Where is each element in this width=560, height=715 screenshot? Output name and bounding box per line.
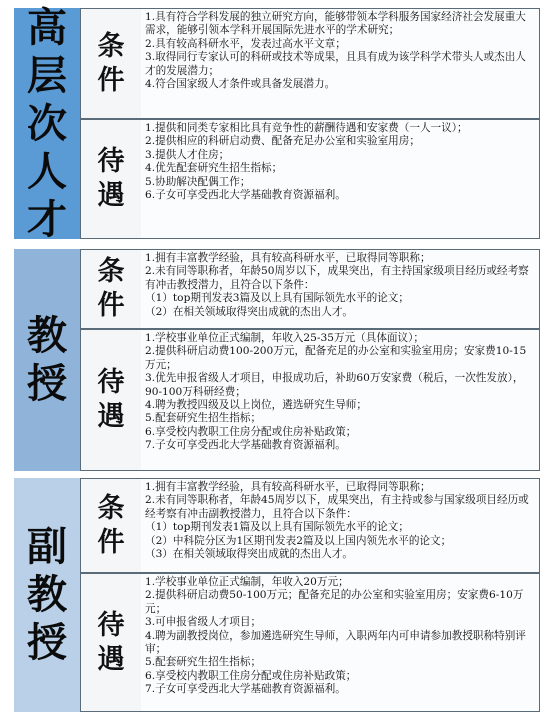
conditions-row [80, 478, 540, 573]
item-line: （3）在相关领域取得突出成就的杰出人才。 [145, 548, 354, 561]
item-line: 5.配套研究生招生指标； [145, 412, 262, 425]
title-char: 教 [27, 312, 67, 359]
row-label [81, 574, 142, 711]
conditions-row [80, 8, 540, 119]
item-line: 1.学校事业单位正式编制，年收入20万元； [145, 576, 349, 588]
item-line: （2）在相关领域取得突出成就的杰出人才。 [145, 305, 354, 318]
label-char: 待 [97, 146, 125, 178]
item-line: 2.提供科研启动费100-200万元，配备充足的办公室和实验室用房；安家费10-15万元； [145, 345, 527, 371]
label-char: 遇 [97, 643, 125, 675]
item-line: 3.优先申报省级人才项目，申报成功后，补助60万安家费（税后，一次性发放），90-100万科研经费； [145, 372, 524, 398]
section-title [14, 3, 80, 243]
section-associate-professor [14, 478, 540, 712]
item-line: 2.未有同等职称者，年龄45周岁以下，成果突出，有主持或参与国家级项目经历或经考察有冲击副教授潜力，且符合以下条件： [145, 494, 529, 520]
item-line: 4.优先配套研究生招生指标； [145, 162, 283, 175]
item-line: 4.聘为副教授岗位，参加遴选研究生导师，入职两年内可申请参加教授职称特别评审； [145, 629, 526, 656]
row-label [81, 120, 142, 238]
row-content [141, 250, 539, 328]
item-line: 1.学校事业单位正式编制，年收入25-35万元（具体面议）； [145, 332, 425, 344]
section-high-level-talent [14, 3, 540, 243]
item-line: （1）top期刊发表3篇及以上具有国际领先水平的论文； [145, 292, 409, 305]
item-line: 3.取得同行专家认可的科研或技术等成果，且具有成为该学科学术带头人或杰出人才的发展潜力； [145, 51, 526, 77]
section-grid [80, 249, 540, 471]
item-line: 6.享受校内教职工住房分配或住房补贴政策； [145, 425, 357, 438]
item-line: 5.协助解决配偶工作； [145, 175, 251, 188]
title-char: 高 [27, 3, 67, 51]
conditions-row [80, 249, 540, 329]
label-char: 条 [97, 256, 125, 288]
row-content [141, 120, 539, 238]
row-label [81, 330, 142, 470]
item-line: 3.可申报省级人才项目； [145, 616, 262, 629]
item-line: 7.子女可享受西北大学基础教育资源福利。 [145, 439, 346, 452]
item-line: 2.未有同等职称者，年龄50周岁以下，成果突出，有主持国家级项目经历或经考察有冲击教授潜力，且符合以下条件： [145, 265, 529, 291]
label-char: 件 [97, 290, 125, 321]
benefits-row [80, 119, 540, 239]
label-char: 件 [97, 64, 125, 96]
section-title [14, 478, 80, 712]
section-grid [80, 478, 540, 712]
label-char: 件 [97, 526, 125, 558]
item-line: 2.具有较高科研水平，发表过高水平文章； [145, 37, 346, 50]
title-char: 层 [27, 51, 67, 99]
title-char: 人 [27, 147, 67, 195]
benefits-row [80, 329, 540, 471]
title-char: 授 [27, 360, 67, 407]
item-line: 3.提供人才住房； [145, 148, 230, 161]
title-char: 教 [27, 571, 67, 618]
section-professor [14, 249, 540, 471]
title-char: 才 [27, 195, 67, 243]
label-char: 条 [97, 492, 125, 524]
item-line: 1.拥有丰富教学经验，具有较高科研水平，已取得同等职称； [145, 481, 431, 493]
item-line: 5.配套研究生招生指标； [145, 656, 262, 669]
row-label [81, 479, 142, 572]
section-title [14, 249, 80, 471]
item-line: （2）中科院分区为1区期刊发表2篇及以上国内领先水平的论文； [145, 534, 452, 547]
row-content [141, 330, 539, 470]
item-line: 4.聘为教授四级及以上岗位，遴选研究生导师； [145, 399, 367, 412]
label-char: 遇 [97, 180, 125, 211]
item-line: 7.子女可享受西北大学基础教育资源福利。 [145, 683, 346, 696]
row-label [81, 9, 142, 118]
label-char: 待 [97, 609, 125, 641]
title-char: 次 [27, 99, 67, 147]
item-line: 6.享受校内教职工住房分配或住房补贴政策； [145, 669, 357, 682]
label-char: 条 [97, 30, 125, 62]
item-line: 2.提供科研启动费50-100万元；配备充足的办公室和实验室用房；安家费6-10万元； [145, 589, 524, 615]
row-content [141, 574, 539, 711]
item-line: 1.拥有丰富教学经验，具有较高科研水平，已取得同等职称； [145, 252, 431, 264]
item-line: 2.提供相应的科研启动费、配备充足办公室和实验室用房； [145, 135, 420, 148]
item-line: （1）top期刊发表1篇及以上具有国际领先水平的论文； [145, 521, 409, 534]
label-char: 待 [97, 367, 125, 399]
label-char: 遇 [97, 401, 125, 432]
title-char: 授 [27, 619, 67, 666]
title-char: 副 [27, 523, 67, 570]
row-label [81, 250, 142, 328]
section-grid [80, 8, 540, 239]
item-line: 1.提供和同类专家相比具有竞争性的薪酬待遇和安家费（一人一议）； [145, 122, 468, 134]
item-line: 4.符合国家级人才条件或具备发展潜力。 [145, 78, 336, 91]
item-line: 1.具有符合学科发展的独立研究方向，能够带领本学科服务国家经济社会发展重大需求，能够引领本学科开展国际先进水平的学术研究； [145, 11, 526, 37]
item-line: 6.子女可享受西北大学基础教育资源福利。 [145, 189, 346, 202]
row-content [141, 9, 539, 118]
row-content [141, 479, 539, 572]
benefits-row [80, 573, 540, 712]
